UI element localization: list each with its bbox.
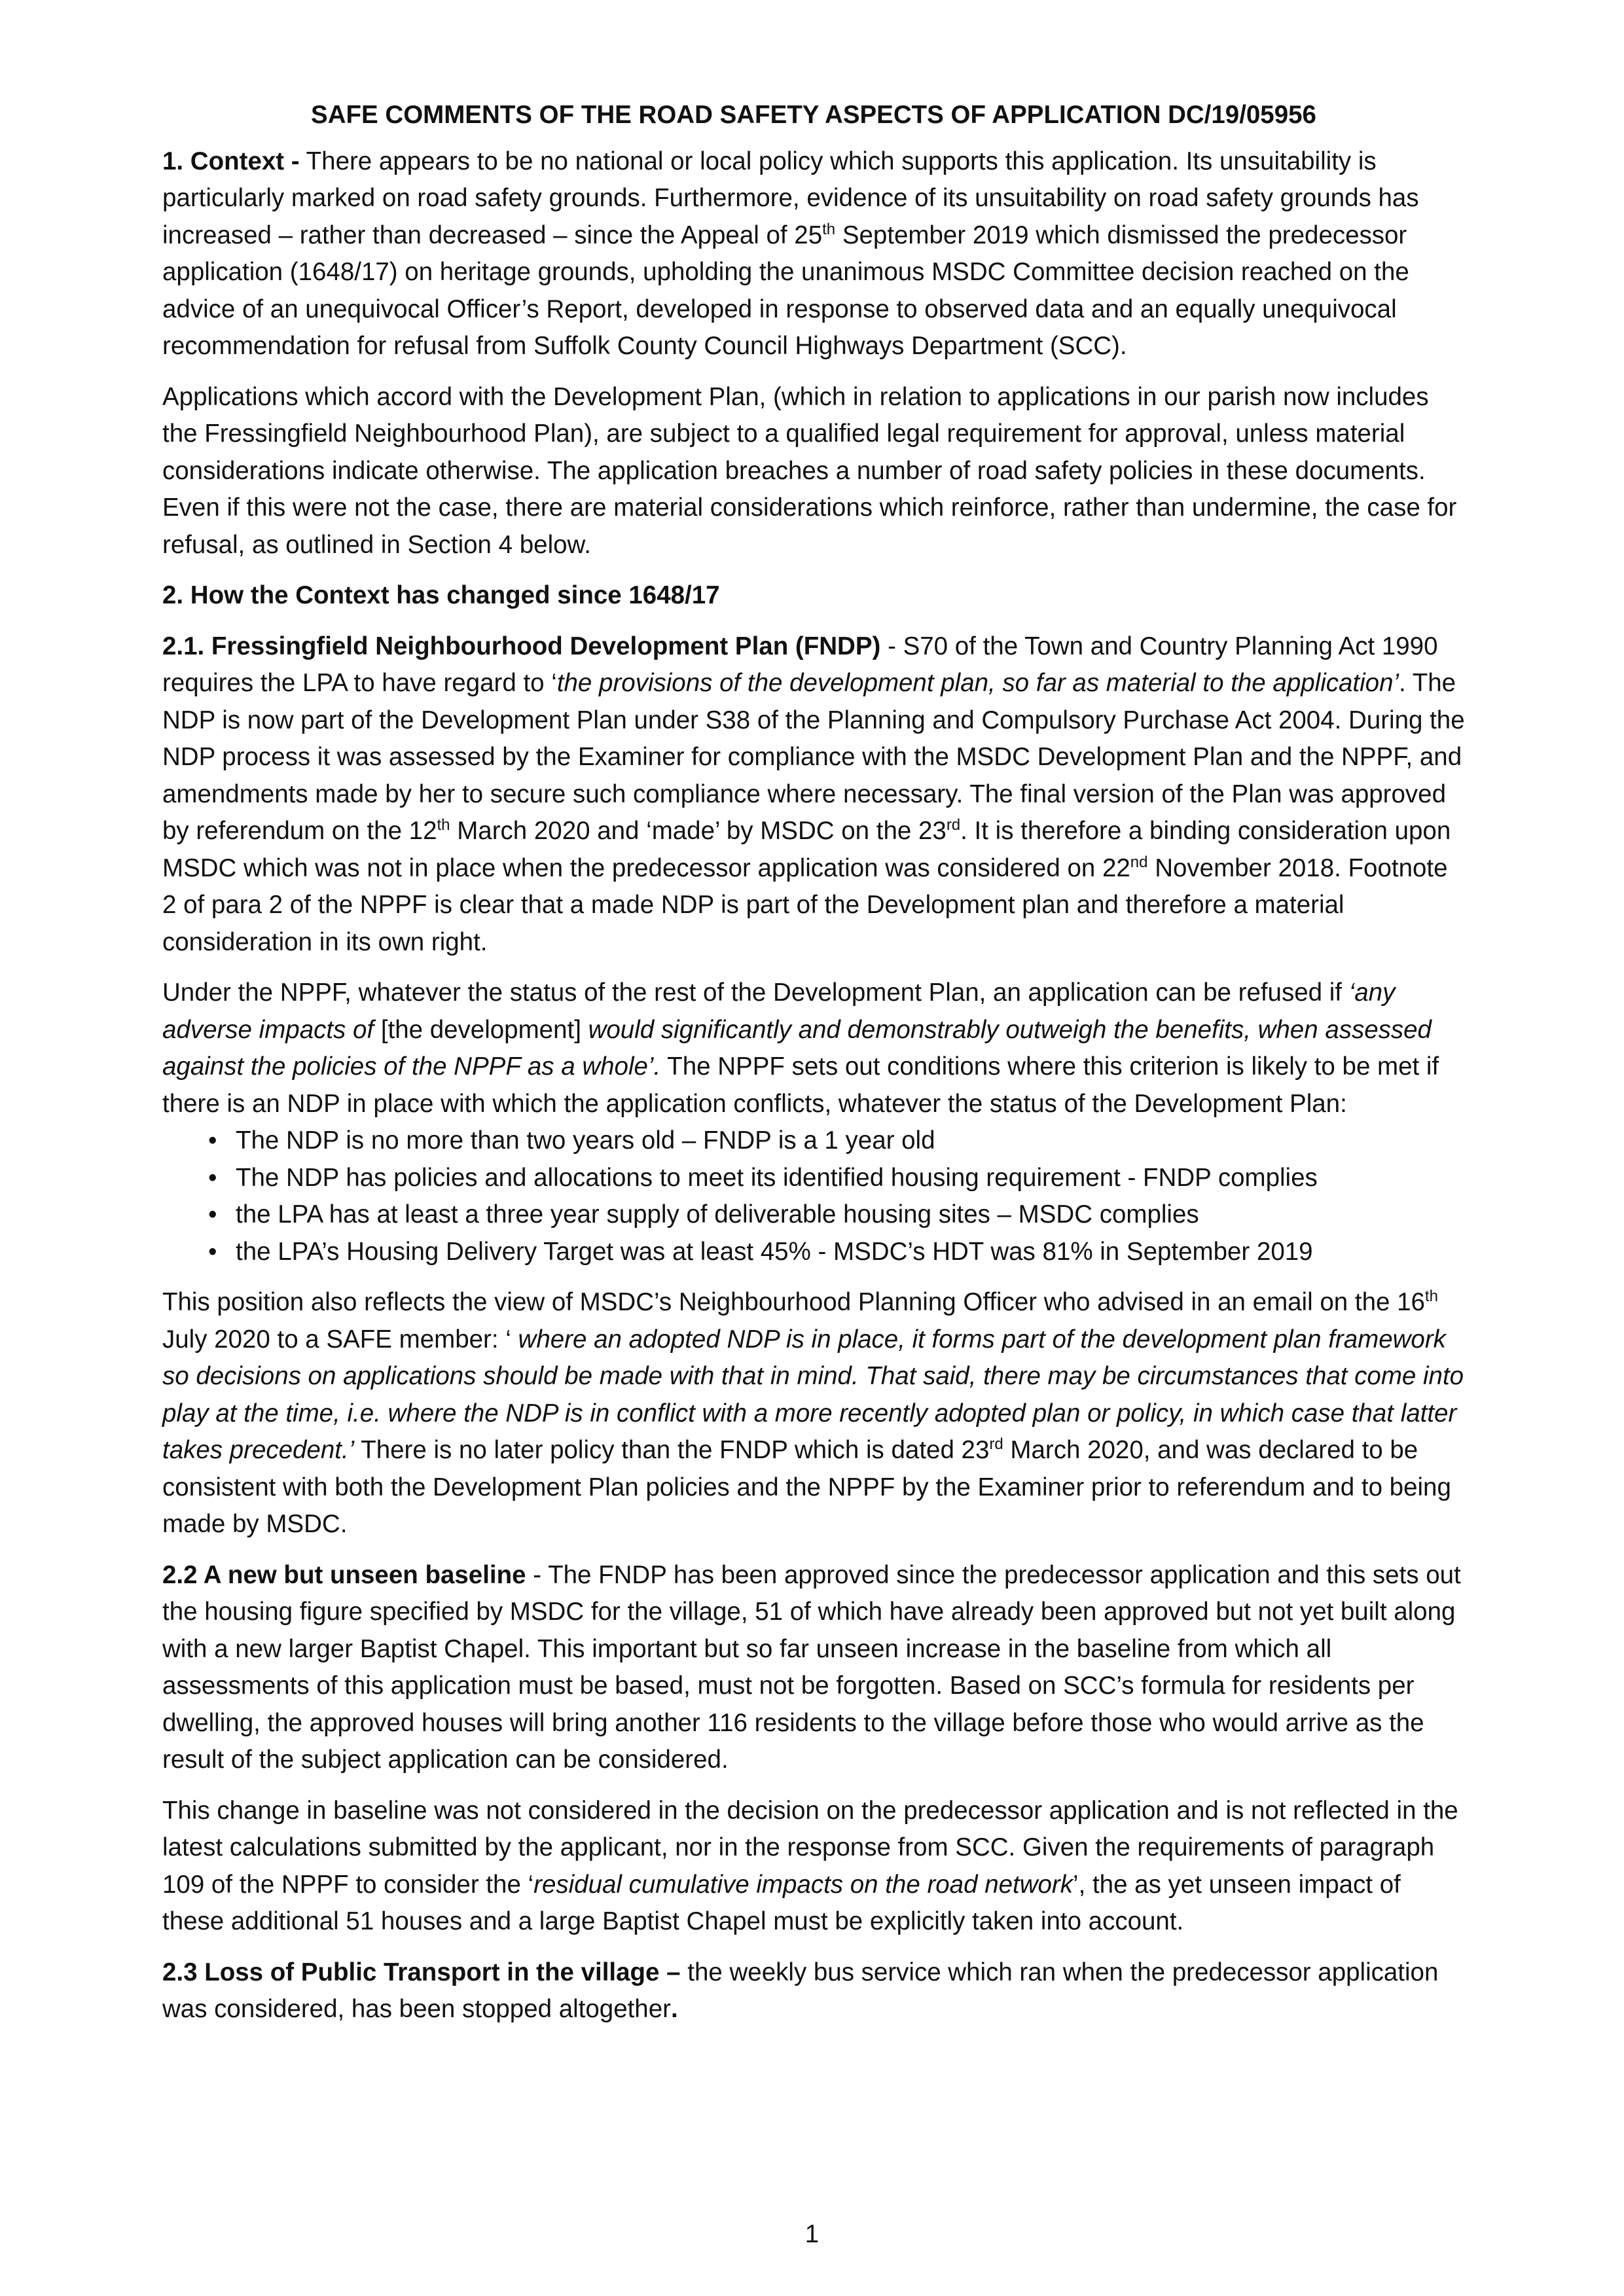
baseline-heading: 2.2 A new but unseen baseline <box>162 1560 526 1589</box>
context-heading: 1. Context - <box>162 147 300 175</box>
document-title: SAFE COMMENTS OF THE ROAD SAFETY ASPECTS OF APPLICATION DC/19/05956 <box>311 101 1316 129</box>
baseline-paragraph-1: 2.2 A new but unseen baseline - The FNDP has been approved since the predecessor application and this sets out the housing figure specified by MSDC for the village, 51 of which have already been approved but not yet built along with a new larger Baptist Chapel. This important but so far unseen increase in the baseline from which all assessments of this application must be based, must not be forgotten. Based on SCC’s formula for residents per dwelling, the approved houses will bring another 116 residents to the village before those who would arrive as the result of the subject application can be considered. <box>162 1560 1461 1774</box>
list-item: • The NDP is no more than two years old – FNDP is a 1 year old <box>162 1122 1465 1160</box>
bullet-icon: • <box>208 1163 217 1192</box>
transport-paragraph: 2.3 Loss of Public Transport in the village – the weekly bus service which ran when the predecessor application was considered, has been stopped altogether. <box>162 1958 1439 2023</box>
bullet-icon: • <box>208 1237 217 1266</box>
document-page <box>162 97 1465 2042</box>
list-item: • the LPA has at least a three year supply of deliverable housing sites – MSDC complies <box>162 1196 1465 1234</box>
fndp-paragraph-3: This position also reflects the view of MSDC’s Neighbourhood Planning Officer who advised in an email on the 16th July 2020 to a SAFE member: ‘ where an adopted NDP is in place, it forms part of the development plan framework so decisions on applications should be made with that in mind. That said, there may be circumstances that come into play at the time, i.e. where the NDP is in conflict with a more recently adopted plan or policy, in which case that latter takes precedent.’ There is no later policy than the FNDP which is dated 23rd March 2020, and was declared to be consistent with both the Development Plan policies and the NPPF by the Examiner prior to referendum and to being made by MSDC. <box>162 1287 1464 1538</box>
context-paragraph-1: 1. Context - There appears to be no national or local policy which supports this application. Its unsuitability is particularly marked on road safety grounds. Furthermore, evidence of its unsuitability on road safety grounds has increased – rather than decreased – since the Appeal of 25th September 2019 which dismissed the predecessor application (1648/17) on heritage grounds, upholding the unanimous MSDC Committee decision reached on the advice of an unequivocal Officer’s Report, developed in response to observed data and an equally unequivocal recommendation for refusal from Suffolk County Council Highways Department (SCC). <box>162 147 1419 360</box>
bullet-icon: • <box>208 1126 217 1155</box>
page-number: 1 <box>804 2220 820 2248</box>
list-item: • The NDP has policies and allocations to meet its identified housing requirement - FNDP complies <box>162 1160 1465 1197</box>
context-paragraph-2: Applications which accord with the Development Plan, (which in relation to applications in our parish now includes the Fressingfield Neighbourhood Plan), are subject to a qualified legal requirement for approval, unless material considerations indicate otherwise. The application breaches a number of road safety policies in these documents. Even if this were not the case, there are material considerations which reinforce, rather than undermine, the case for refusal, as outlined in Section 4 below. <box>162 382 1457 559</box>
transport-heading: 2.3 Loss of Public Transport in the village – <box>162 1958 681 1986</box>
fndp-heading: 2.1. Fressingfield Neighbourhood Development Plan (FNDP) <box>162 632 881 660</box>
list-item: • the LPA’s Housing Delivery Target was at least 45% - MSDC’s HDT was 81% in September 2019 <box>162 1234 1465 1271</box>
bullet-icon: • <box>208 1200 217 1229</box>
fndp-paragraph-1: 2.1. Fressingfield Neighbourhood Development Plan (FNDP) - S70 of the Town and Country Planning Act 1990 requires the LPA to have regard to ‘the provisions of the development plan, so far as material to the application’. The NDP is now part of the Development Plan under S38 of the Planning and Compulsory Purchase Act 2004. During the NDP process it was assessed by the Examiner for compliance with the MSDC Development Plan and the NPPF, and amendments made by her to secure such compliance where necessary. The final version of the Plan was approved by referendum on the 12th March 2020 and ‘made’ by MSDC on the 23rd. It is therefore a binding consideration upon MSDC which was not in place when the predecessor application was considered on 22nd November 2018. Footnote 2 of para 2 of the NPPF is clear that a made NDP is part of the Development plan and therefore a material consideration in its own right. <box>162 632 1465 956</box>
section-2-heading: 2. How the Context has changed since 1648/17 <box>162 581 720 609</box>
baseline-paragraph-2: This change in baseline was not considered in the decision on the predecessor application and is not reflected in the latest calculations submitted by the applicant, nor in the response from SCC. Given the requirements of paragraph 109 of the NPPF to consider the ‘residual cumulative impacts on the road network’, the as yet unseen impact of these additional 51 houses and a large Baptist Chapel must be explicitly taken into account. <box>162 1796 1458 1935</box>
conditions-list <box>162 1122 1465 1270</box>
fndp-paragraph-2: Under the NPPF, whatever the status of the rest of the Development Plan, an application can be refused if ‘any adverse impacts of [the development] would significantly and demonstrably outweigh the benefits, when assessed against the policies of the NPPF as a whole’. The NPPF sets out conditions where this criterion is likely to be met if there is an NDP in place with which the application conflicts, whatever the status of the Development Plan: <box>162 978 1439 1118</box>
